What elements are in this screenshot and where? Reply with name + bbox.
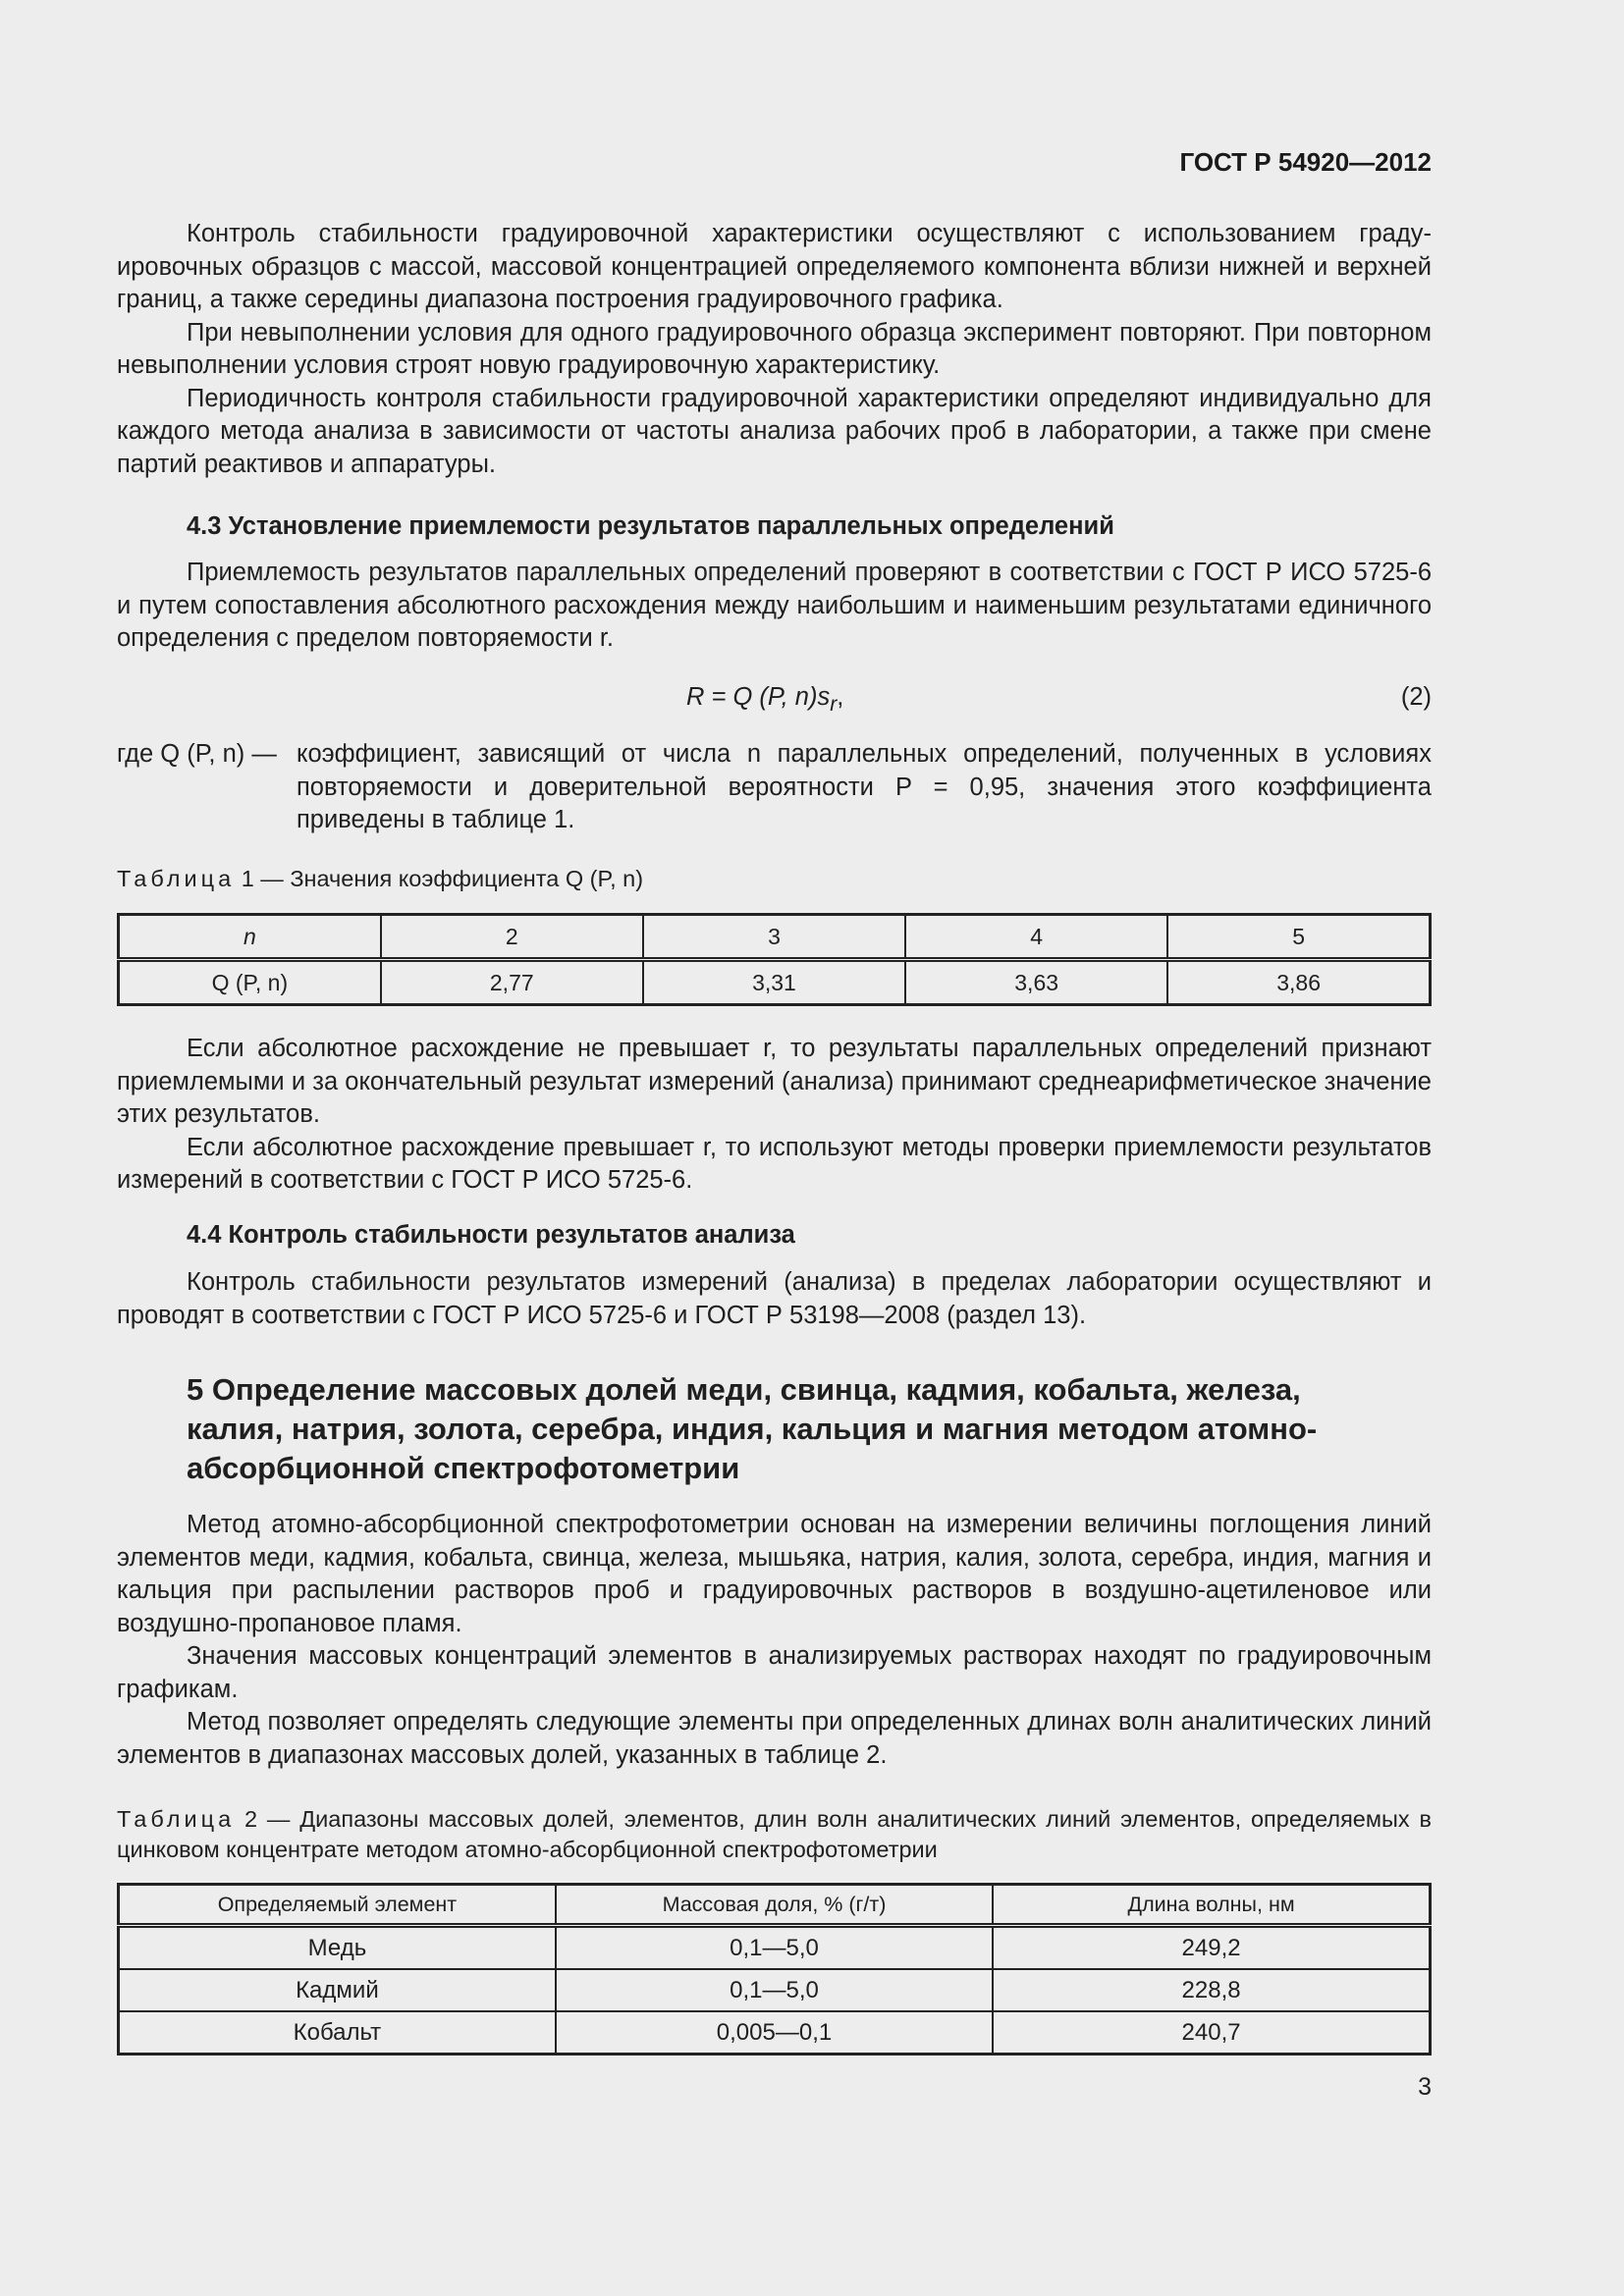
paragraph: Контроль стабильности результатов измерений (анализа) в пределах лаборатории осуществляют и проводят в соответствии с ГОСТ Р ИСО 5725-6 и ГОСТ Р 53198—2008 (раздел 13). — [117, 1268, 1432, 1329]
section-5 — [117, 1370, 1432, 1488]
formula-subscript: r — [830, 692, 838, 717]
page-number: 3 — [1418, 2073, 1432, 2101]
table-row — [119, 1926, 1431, 1970]
section-title: 4.4 Контроль стабильности результатов анализа — [187, 1221, 795, 1249]
table-row — [119, 960, 1431, 1005]
table1-caption — [117, 864, 1432, 894]
table-header-row — [119, 1885, 1431, 1926]
where-text: коэффициент, зависящий от числа n параллельных определений, полученных в условиях повторяемости и доверительной вероятности P = 0,95, значения этого коэффициента приведены в таблице 1. — [297, 740, 1432, 833]
table-cell: 0,005—0,1 — [556, 2011, 993, 2055]
paragraph: Если абсолютное расхождение превышает r, то используют методы проверки приемлемости результатов измерений в соответствии с ГОСТ Р ИСО 5725-6. — [117, 1133, 1432, 1194]
table-row — [119, 1969, 1431, 2011]
paragraph: Приемлемость результатов параллельных определений проверяют в соответствии с ГОСТ Р ИСО 5725-6 и путем сопоставления абсолютного расхождения между наибольшим и наименьшим результатами единичного определения с пределом повторяемости r. — [117, 559, 1432, 652]
table-cell: 3,63 — [905, 960, 1167, 1005]
caption-text: 1 — Значения коэффициента Q (P, n) — [241, 866, 644, 891]
table-cell: n — [119, 915, 381, 960]
table-cell: 3 — [643, 915, 905, 960]
after-table1-text — [117, 1033, 1432, 1198]
section-4-4 — [117, 1219, 1432, 1252]
table-cell: 2,77 — [381, 960, 643, 1005]
table-cell: 3,86 — [1167, 960, 1430, 1005]
table-cell: 228,8 — [993, 1969, 1430, 2011]
paragraph: Если абсолютное расхождение не превышает r, то результаты параллельных определений признают приемлемыми и за окончательный результат измерений (анализа) принимают среднеарифметическое значение этих результатов. — [117, 1035, 1432, 1128]
table2-caption — [117, 1804, 1432, 1865]
table-cell: Кобальт — [119, 2011, 556, 2055]
where-lead: где Q (P, n) — — [117, 740, 277, 768]
table-cell: Кадмий — [119, 1969, 556, 2011]
paragraph: Периодичность контроля стабильности градуировочной характеристики определяют индивидуально для каждого метода анализа в зависимости от частоты анализа рабочих проб в лаборатории, а также при смене партий реактивов и аппаратуры. — [117, 384, 1432, 478]
intro-text — [117, 218, 1432, 481]
table-cell: 0,1—5,0 — [556, 1969, 993, 2011]
formula-expression — [686, 681, 843, 721]
table-cell: 3,31 — [643, 960, 905, 1005]
table-cell: 2 — [381, 915, 643, 960]
formula-tail: , — [837, 683, 844, 711]
section-4-3-body — [117, 557, 1432, 656]
table-cell: 0,1—5,0 — [556, 1926, 993, 1970]
formula-explanation — [117, 738, 1432, 837]
section-4-4-body — [117, 1266, 1432, 1332]
formula-text: R = Q (P, n)s — [686, 683, 831, 711]
table-cell: 240,7 — [993, 2011, 1430, 2055]
table-header-cell: Массовая доля, % (г/т) — [556, 1885, 993, 1926]
table-cell: 4 — [905, 915, 1167, 960]
table-header-cell: Определяемый элемент — [119, 1885, 556, 1926]
table-cell: Медь — [119, 1926, 556, 1970]
standard-header: ГОСТ Р 54920—2012 — [1179, 147, 1432, 177]
caption-label: Таблица — [117, 866, 236, 891]
paragraph: Метод атомно-абсорбционной спектрофотометрии основан на измерении величины поглощения линий элементов меди, кадмия, кобальта, свинца, железа, мышьяка, натрия, калия, золота, серебра, индия, магния и кальция при распылении растворов проб и градуировочных растворов в воздушно-ацетиленовое или воздушно-пропановое пламя. — [117, 1511, 1432, 1637]
paragraph: Метод позволяет определять следующие элементы при определенных длинах волн аналитических линий элементов в диапазонах массовых долей, указанных в таблице 2. — [117, 1708, 1432, 1769]
paragraph: Контроль стабильности градуировочной характеристики осуществляют с использованием градуировочных образцов с массой, массовой концентрацией определяемого компонента вблизи нижней и верхней границ, а также середины диапазона построения градуировочного графика. — [117, 220, 1432, 313]
section-title: 4.3 Установление приемлемости результатов параллельных определений — [187, 512, 1114, 540]
table-row — [119, 2011, 1431, 2055]
section-4-3 — [117, 510, 1432, 543]
table-header-cell: Длина волны, нм — [993, 1885, 1430, 1926]
table-cell: 5 — [1167, 915, 1430, 960]
section-title: 5 Определение массовых долей меди, свинца, кадмия, кобальта, железа, калия, натрия, золота, серебра, индия, кальция и магния методом атомно-абсорбционной спектрофотометрии — [187, 1372, 1318, 1485]
formula-number: (2) — [1400, 683, 1432, 711]
table1 — [117, 913, 1432, 1006]
section-5-body — [117, 1509, 1432, 1772]
paragraph: При невыполнении условия для одного градуировочного образца эксперимент повторяют. При повторном невыполнении условия строят новую градуировочную характеристику. — [117, 318, 1432, 379]
table2 — [117, 1883, 1432, 2056]
paragraph: Значения массовых концентраций элементов в анализируемых растворах находят по градуировочным графикам. — [117, 1642, 1432, 1703]
table-header-row — [119, 915, 1431, 960]
table-cell: 249,2 — [993, 1926, 1430, 1970]
caption-label: Таблица — [117, 1806, 236, 1832]
table-cell: Q (P, n) — [119, 960, 381, 1005]
caption-text: 2 — Диапазоны массовых долей, элементов, длин волн аналитических линий элементов, определяемых в цинковом концентрате методом атомно-абсорбционной спектрофотометрии — [117, 1806, 1432, 1862]
